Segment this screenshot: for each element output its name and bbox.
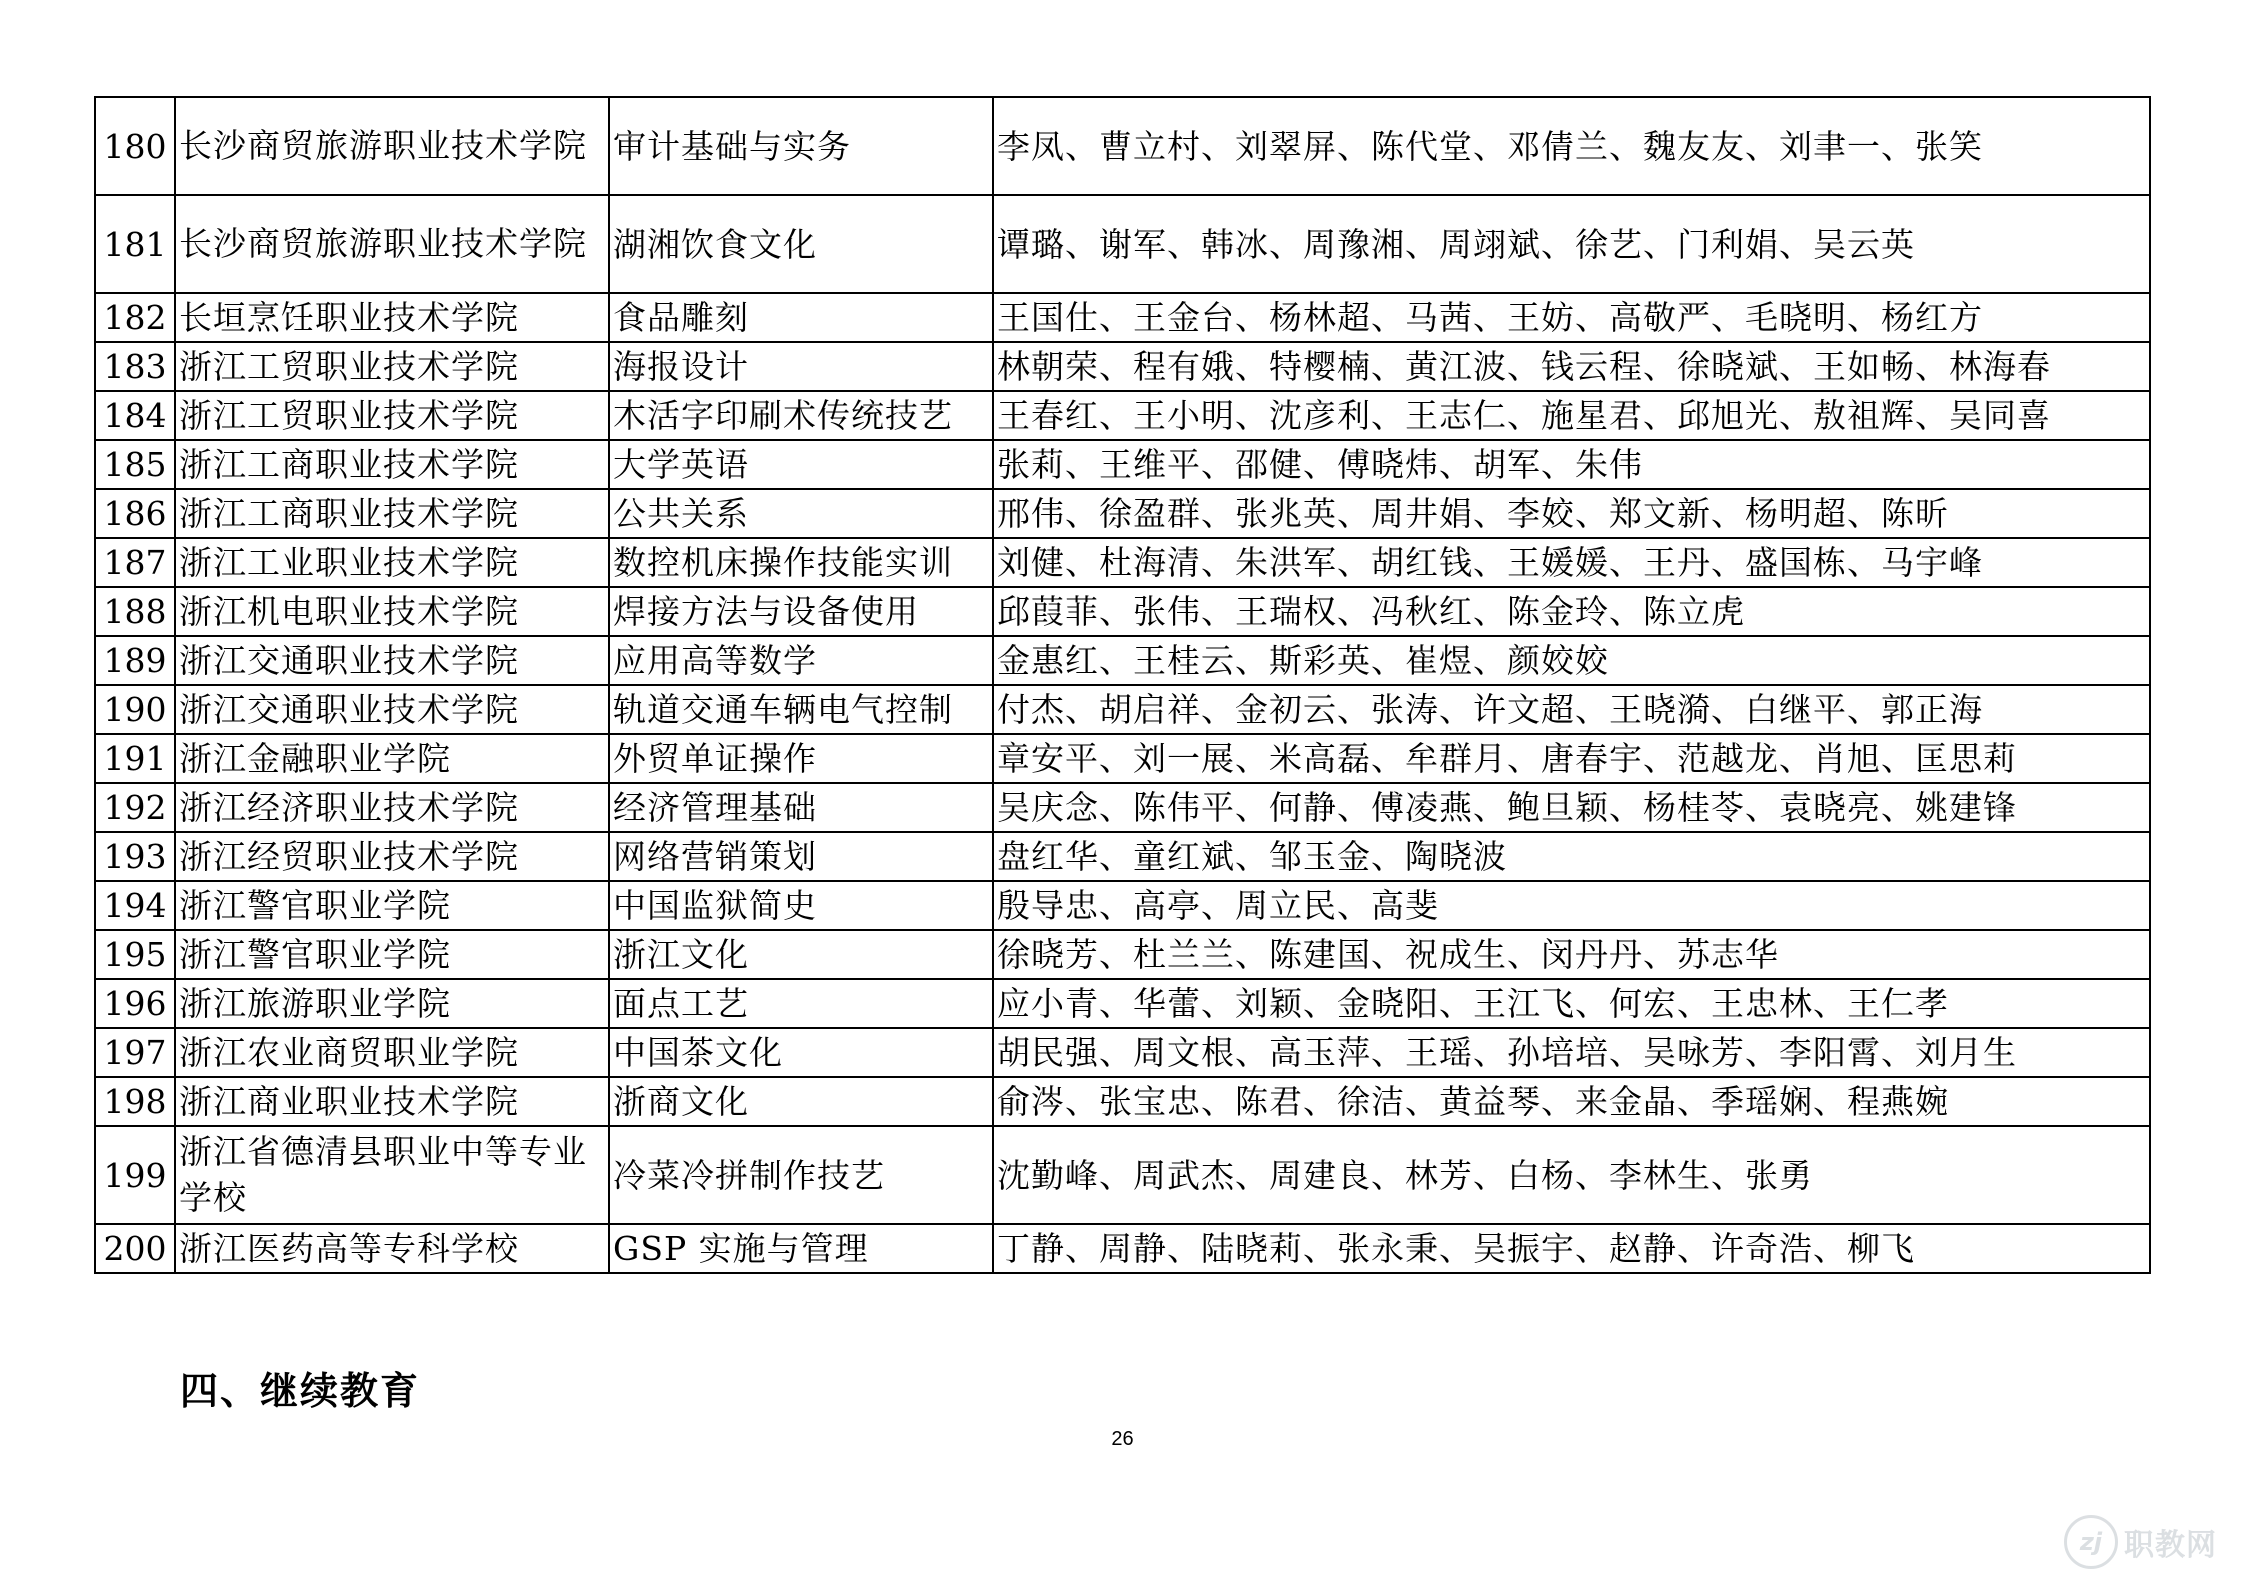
- row-number: 184: [95, 391, 175, 440]
- team-members: 刘健、杜海清、朱洪军、胡红钱、王媛媛、王丹、盛国栋、马宇峰: [993, 538, 2150, 587]
- course-name: 中国茶文化: [609, 1028, 993, 1077]
- course-name: 数控机床操作技能实训: [609, 538, 993, 587]
- team-members: 沈勤峰、周武杰、周建良、林芳、白杨、李林生、张勇: [993, 1126, 2150, 1224]
- row-number: 200: [95, 1224, 175, 1273]
- row-number: 193: [95, 832, 175, 881]
- row-number: 189: [95, 636, 175, 685]
- table-row: [95, 930, 2150, 979]
- table-row: [95, 636, 2150, 685]
- team-members: 俞涔、张宝忠、陈君、徐洁、黄益琴、来金晶、季瑶娴、程燕婉: [993, 1077, 2150, 1126]
- row-number: 199: [95, 1126, 175, 1224]
- team-members: 王国仕、王金台、杨林超、马茜、王妨、高敬严、毛晓明、杨红方: [993, 293, 2150, 342]
- team-members: 盘红华、童红斌、邹玉金、陶晓波: [993, 832, 2150, 881]
- school-name: 浙江金融职业学院: [175, 734, 609, 783]
- course-name: 湖湘饮食文化: [609, 195, 993, 293]
- watermark-logo: [2064, 1515, 2217, 1569]
- course-name: 公共关系: [609, 489, 993, 538]
- course-name: 冷菜冷拼制作技艺: [609, 1126, 993, 1224]
- course-name: 木活字印刷术传统技艺: [609, 391, 993, 440]
- table-row: [95, 734, 2150, 783]
- table-row: [95, 881, 2150, 930]
- table-row: [95, 587, 2150, 636]
- table-row: [95, 342, 2150, 391]
- school-name: 浙江农业商贸职业学院: [175, 1028, 609, 1077]
- course-name: 焊接方法与设备使用: [609, 587, 993, 636]
- school-name: 浙江警官职业学院: [175, 881, 609, 930]
- row-number: 194: [95, 881, 175, 930]
- row-number: 181: [95, 195, 175, 293]
- table-row: [95, 1077, 2150, 1126]
- course-name: 审计基础与实务: [609, 97, 993, 195]
- course-name: 浙商文化: [609, 1077, 993, 1126]
- course-name: 网络营销策划: [609, 832, 993, 881]
- school-name: 浙江工业职业技术学院: [175, 538, 609, 587]
- row-number: 197: [95, 1028, 175, 1077]
- team-members: 邱葭菲、张伟、王瑞权、冯秋红、陈金玲、陈立虎: [993, 587, 2150, 636]
- table-row: [95, 979, 2150, 1028]
- school-name: 浙江工贸职业技术学院: [175, 391, 609, 440]
- table-row: [95, 489, 2150, 538]
- course-name: 外贸单证操作: [609, 734, 993, 783]
- table-row: [95, 685, 2150, 734]
- course-name: 经济管理基础: [609, 783, 993, 832]
- school-name: 长垣烹饪职业技术学院: [175, 293, 609, 342]
- course-name: 轨道交通车辆电气控制: [609, 685, 993, 734]
- school-name: 浙江交通职业技术学院: [175, 685, 609, 734]
- course-team-table: [94, 96, 2151, 1274]
- zj-logo-icon: zj: [2064, 1515, 2118, 1569]
- row-number: 190: [95, 685, 175, 734]
- table-row: [95, 440, 2150, 489]
- team-members: 李凤、曹立村、刘翠屏、陈代堂、邓倩兰、魏友友、刘聿一、张笑: [993, 97, 2150, 195]
- school-name: 长沙商贸旅游职业技术学院: [175, 195, 609, 293]
- table-row: [95, 538, 2150, 587]
- row-number: 186: [95, 489, 175, 538]
- section-heading: 四、继续教育: [180, 1369, 421, 1413]
- course-name: 应用高等数学: [609, 636, 993, 685]
- school-name: 长沙商贸旅游职业技术学院: [175, 97, 609, 195]
- school-name: 浙江医药高等专科学校: [175, 1224, 609, 1273]
- table-row: [95, 1224, 2150, 1273]
- school-name: 浙江机电职业技术学院: [175, 587, 609, 636]
- table-row: [95, 1028, 2150, 1077]
- row-number: 183: [95, 342, 175, 391]
- school-name: 浙江警官职业学院: [175, 930, 609, 979]
- school-name: 浙江经贸职业技术学院: [175, 832, 609, 881]
- course-name: 面点工艺: [609, 979, 993, 1028]
- row-number: 182: [95, 293, 175, 342]
- team-members: 徐晓芳、杜兰兰、陈建国、祝成生、闵丹丹、苏志华: [993, 930, 2150, 979]
- table-row: [95, 1126, 2150, 1224]
- course-name: 大学英语: [609, 440, 993, 489]
- team-members: 金惠红、王桂云、斯彩英、崔煜、颜姣姣: [993, 636, 2150, 685]
- school-name: 浙江交通职业技术学院: [175, 636, 609, 685]
- watermark-text: 职教网: [2124, 1528, 2217, 1563]
- team-members: 胡民强、周文根、高玉萍、王瑶、孙培培、吴咏芳、李阳霄、刘月生: [993, 1028, 2150, 1077]
- table-row: [95, 97, 2150, 195]
- team-members: 林朝荣、程有娥、特樱楠、黄江波、钱云程、徐晓斌、王如畅、林海春: [993, 342, 2150, 391]
- team-members: 王春红、王小明、沈彦利、王志仁、施星君、邱旭光、敖祖辉、吴同喜: [993, 391, 2150, 440]
- team-members: 张莉、王维平、邵健、傅晓炜、胡军、朱伟: [993, 440, 2150, 489]
- table-row: [95, 195, 2150, 293]
- table-row: [95, 783, 2150, 832]
- team-members: 丁静、周静、陆晓莉、张永秉、吴振宇、赵静、许奇浩、柳飞: [993, 1224, 2150, 1273]
- team-members: 吴庆念、陈伟平、何静、傅凌燕、鲍旦颖、杨桂苓、袁晓亮、姚建锋: [993, 783, 2150, 832]
- table-row: [95, 391, 2150, 440]
- row-number: 198: [95, 1077, 175, 1126]
- school-name: 浙江经济职业技术学院: [175, 783, 609, 832]
- row-number: 187: [95, 538, 175, 587]
- table-row: [95, 832, 2150, 881]
- school-name: 浙江旅游职业学院: [175, 979, 609, 1028]
- row-number: 191: [95, 734, 175, 783]
- table-row: [95, 293, 2150, 342]
- team-members: 殷导忠、高亭、周立民、高斐: [993, 881, 2150, 930]
- row-number: 188: [95, 587, 175, 636]
- course-name: 食品雕刻: [609, 293, 993, 342]
- team-members: 章安平、刘一展、米高磊、牟群月、唐春宇、范越龙、肖旭、匡思莉: [993, 734, 2150, 783]
- team-members: 应小青、华蕾、刘颖、金晓阳、王江飞、何宏、王忠林、王仁孝: [993, 979, 2150, 1028]
- course-name: 中国监狱简史: [609, 881, 993, 930]
- school-name: 浙江工商职业技术学院: [175, 440, 609, 489]
- row-number: 185: [95, 440, 175, 489]
- course-name: 浙江文化: [609, 930, 993, 979]
- team-members: 邢伟、徐盈群、张兆英、周井娟、李姣、郑文新、杨明超、陈昕: [993, 489, 2150, 538]
- school-name: 浙江省德清县职业中等专业学校: [175, 1126, 609, 1224]
- page-number: 26: [1111, 1428, 1134, 1450]
- school-name: 浙江工商职业技术学院: [175, 489, 609, 538]
- course-name: 海报设计: [609, 342, 993, 391]
- school-name: 浙江工贸职业技术学院: [175, 342, 609, 391]
- team-members: 付杰、胡启祥、金初云、张涛、许文超、王晓漪、白继平、郭正海: [993, 685, 2150, 734]
- team-members: 谭璐、谢军、韩冰、周豫湘、周翊斌、徐艺、门利娟、吴云英: [993, 195, 2150, 293]
- row-number: 195: [95, 930, 175, 979]
- row-number: 196: [95, 979, 175, 1028]
- row-number: 192: [95, 783, 175, 832]
- row-number: 180: [95, 97, 175, 195]
- school-name: 浙江商业职业技术学院: [175, 1077, 609, 1126]
- course-name: GSP 实施与管理: [609, 1224, 993, 1273]
